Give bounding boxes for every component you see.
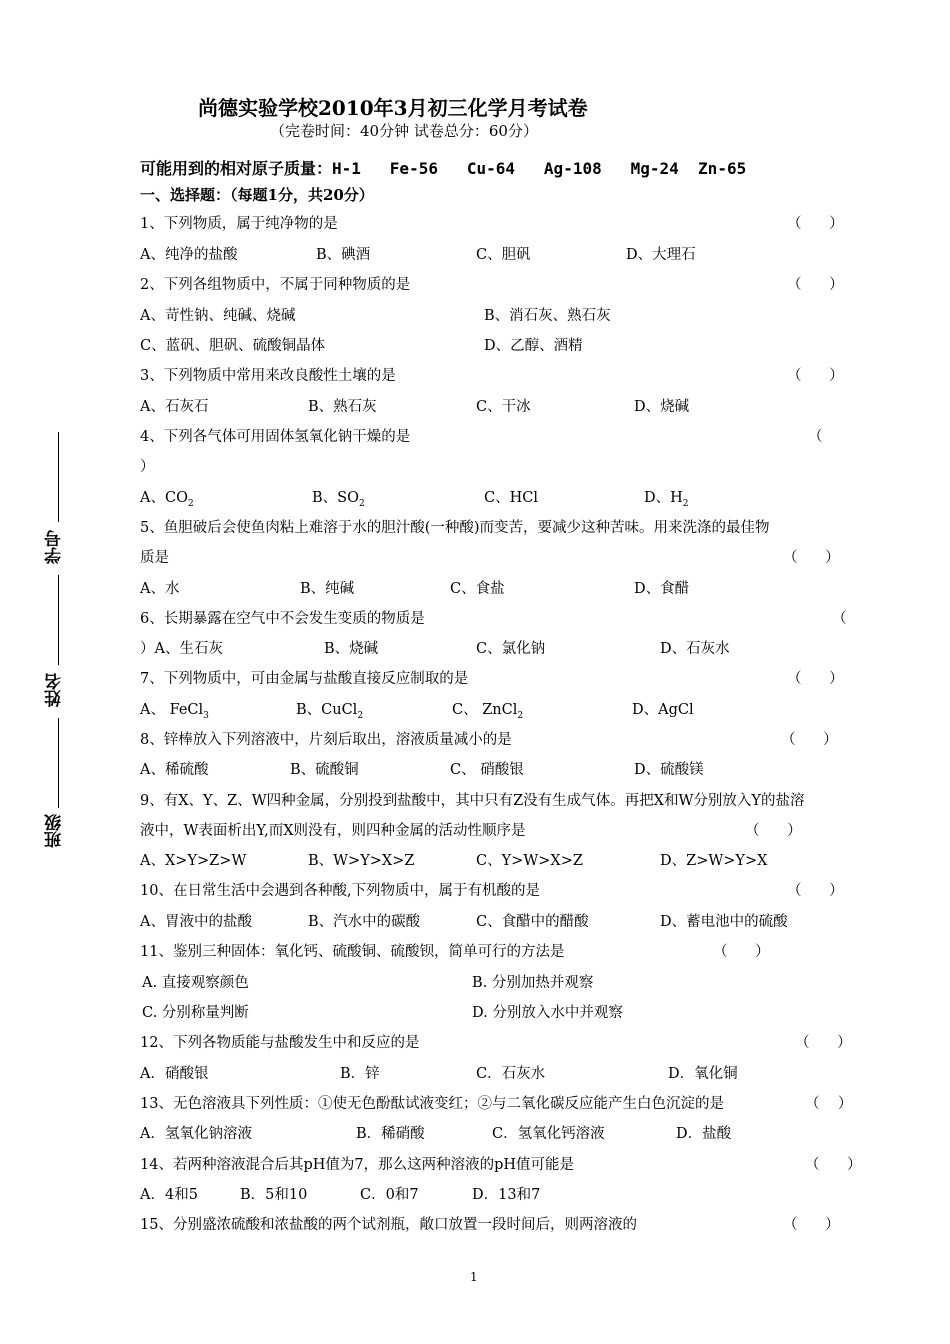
question-13-option-a: A．氢氧化钠溶液 [140, 1126, 252, 1142]
question-2-stem: 2、下列各组物质中，不属于同种物质的是 [140, 277, 411, 293]
question-2-option-a: A、苛性钠、纯碱、烧碱 [140, 308, 296, 324]
question-13-option-c: C．氢氧化钙溶液 [492, 1126, 605, 1142]
question-6-option-b: B、烧碱 [324, 641, 379, 657]
question-15-stem: 15、分别盛浓硫酸和浓盐酸的两个试剂瓶，敞口放置一段时间后，则两溶液的 [140, 1217, 637, 1233]
question-10-option-d: D、蓄电池中的硫酸 [660, 914, 788, 930]
question-12-option-c: C．石灰水 [476, 1066, 546, 1082]
question-11-option-b: B. 分别加热并观察 [472, 975, 594, 991]
question-14-option-d: D．13和7 [472, 1187, 541, 1203]
exam-title: 尚德实验学校2010年3月初三化学月考试卷 [198, 96, 588, 120]
question-12-option-d: D．氧化铜 [668, 1066, 738, 1082]
question-8-answer-blank: （ ） [781, 732, 838, 748]
question-7-option-c: C、 ZnCl$_2$ [452, 702, 524, 721]
question-4-paren-open: （ [808, 429, 823, 445]
question-14-option-a: A．4和5 [140, 1187, 198, 1203]
question-3-option-b: B、熟石灰 [308, 399, 377, 415]
question-13-option-b: B．稀硝酸 [356, 1126, 425, 1142]
question-10-stem: 10、在日常生活中会遇到各种酸,下列物质中，属于有机酸的是 [140, 883, 541, 899]
question-6-paren-open: （ [832, 611, 847, 627]
atomic-masses: 可能用到的相对原子质量：H-1 Fe-56 Cu-64 Ag-108 Mg-24 Zn-65 [140, 159, 747, 178]
question-8-stem: 8、锌棒放入下列溶液中，片刻后取出，溶液质量减小的是 [140, 732, 512, 748]
question-11-option-a: A. 直接观察颜色 [142, 975, 249, 991]
section-heading: 一、选择题：（每题1分，共20分） [140, 186, 374, 204]
question-5-option-b: B、纯碱 [300, 581, 355, 597]
question-12-stem: 12、下列各物质能与盐酸发生中和反应的是 [140, 1035, 420, 1051]
question-7-option-b: B、CuCl$_2$ [296, 702, 364, 721]
question-14-option-c: C．0和7 [360, 1187, 419, 1203]
question-6-option-c: C、氯化钠 [476, 641, 546, 657]
question-1-stem: 1、下列物质，属于纯净物的是 [140, 216, 338, 232]
question-3-stem: 3、下列物质中常用来改良酸性土壤的是 [140, 368, 396, 384]
question-6-option-d: D、石灰水 [660, 641, 730, 657]
question-14-answer-blank: （ ） [805, 1157, 862, 1173]
question-4-stem: 4、下列各气体可用固体氢氧化钠干燥的是 [140, 429, 411, 445]
question-8-option-d: D、硫酸镁 [634, 762, 704, 778]
question-11-answer-blank: （ ） [713, 944, 770, 960]
question-9-stem: 9、有X、Y、Z、W四种金属，分别投到盐酸中，其中只有Z没有生成气体。再把X和W分别放入Y的盐溶 [140, 793, 805, 809]
question-9-stem-cont: 液中，W表面析出Y,而X则没有，则四种金属的活动性顺序是 [140, 823, 526, 839]
side-line-name [58, 575, 59, 665]
question-5-option-c: C、食盐 [450, 581, 505, 597]
question-3-option-c: C、干冰 [476, 399, 531, 415]
question-12-answer-blank: （ ） [795, 1035, 852, 1051]
page-number: 1 [470, 1270, 478, 1284]
question-13-stem: 13、无色溶液具下列性质：①使无色酚酞试液变红；②与二氧化碳反应能产生白色沉淀的是 [140, 1096, 724, 1112]
question-11-option-d: D. 分别放入水中并观察 [472, 1005, 623, 1021]
question-6-stem: 6、长期暴露在空气中不会发生变质的物质是 [140, 611, 425, 627]
question-5-option-d: D、食醋 [634, 581, 690, 597]
question-2-option-c: C、蓝矾、胆矾、硫酸铜晶体 [140, 338, 326, 354]
question-5-stem: 5、鱼胆破后会使鱼肉粘上难溶于水的胆汁酸(一种酸)而变苦，要减少这种苦味。用来洗涤的最佳物 [140, 520, 770, 536]
question-10-option-b: B、汽水中的碳酸 [308, 914, 421, 930]
question-15-answer-blank: （ ） [783, 1217, 840, 1233]
question-8-option-c: C、 硝酸银 [450, 762, 524, 778]
question-11-option-c: C. 分别称量判断 [142, 1005, 249, 1021]
question-7-answer-blank: （ ） [787, 671, 844, 687]
question-4-option-a: A、$CO_2$ [140, 490, 194, 509]
question-3-option-d: D、烧碱 [634, 399, 690, 415]
side-label-name: 姓名 [45, 673, 65, 707]
question-10-option-a: A、胃液中的盐酸 [140, 914, 252, 930]
question-1-option-b: B、碘酒 [316, 247, 371, 263]
question-13-option-d: D．盐酸 [676, 1126, 732, 1142]
side-label-class: 班级 [45, 814, 65, 848]
question-7-option-d: D、AgCl [632, 702, 694, 718]
question-12-option-b: B．锌 [340, 1066, 380, 1082]
question-14-option-b: B．5和10 [240, 1187, 308, 1203]
question-5-option-a: A、水 [140, 581, 180, 597]
question-13-answer-blank: （ ） [805, 1096, 853, 1112]
question-12-option-a: A．硝酸银 [140, 1066, 209, 1082]
question-9-option-d: D、Z>W>Y>X [660, 853, 768, 869]
question-2-option-b: B、消石灰、熟石灰 [484, 308, 611, 324]
question-6-option-a: ）A、生石灰 [140, 641, 223, 657]
question-9-answer-blank: （ ） [745, 823, 802, 839]
question-1-answer-blank: （ ） [787, 216, 844, 232]
question-2-answer-blank: （ ） [787, 277, 844, 293]
question-4-paren-close: ） [140, 459, 155, 475]
question-10-answer-blank: （ ） [787, 883, 844, 899]
exam-subtitle: （完卷时间：40分钟 试卷总分：60分） [270, 122, 538, 140]
question-9-option-a: A、X>Y>Z>W [140, 853, 247, 869]
question-1-option-d: D、大理石 [626, 247, 696, 263]
question-5-answer-blank: （ ） [783, 550, 840, 566]
question-9-option-c: C、Y>W>X>Z [476, 853, 583, 869]
question-11-stem: 11、鉴别三种固体：氧化钙、硫酸铜、硫酸钡，简单可行的方法是 [140, 944, 565, 960]
question-1-option-a: A、纯净的盐酸 [140, 247, 238, 263]
question-2-option-d: D、乙醇、酒精 [484, 338, 583, 354]
question-14-stem: 14、若两种溶液混合后其pH值为7，那么这两种溶液的pH值可能是 [140, 1157, 575, 1173]
question-3-option-a: A、石灰石 [140, 399, 209, 415]
question-7-option-a: A、 FeCl$_3$ [140, 702, 209, 721]
side-line-id [58, 432, 59, 522]
question-8-option-a: A、稀硫酸 [140, 762, 209, 778]
question-3-answer-blank: （ ） [787, 368, 844, 384]
question-4-option-d: D、$H_2$ [644, 490, 689, 509]
question-1-option-c: C、胆矾 [476, 247, 531, 263]
question-9-option-b: B、W>Y>X>Z [308, 853, 415, 869]
question-8-option-b: B、硫酸铜 [290, 762, 359, 778]
question-4-option-c: C、HCl [484, 490, 538, 506]
question-10-option-c: C、食醋中的醋酸 [476, 914, 589, 930]
question-7-stem: 7、下列物质中，可由金属与盐酸直接反应制取的是 [140, 671, 469, 687]
question-5-stem-cont: 质是 [140, 550, 169, 566]
side-line-class [58, 718, 59, 808]
side-label-id: 学号 [45, 530, 65, 564]
question-4-option-b: B、$SO_2$ [312, 490, 365, 509]
